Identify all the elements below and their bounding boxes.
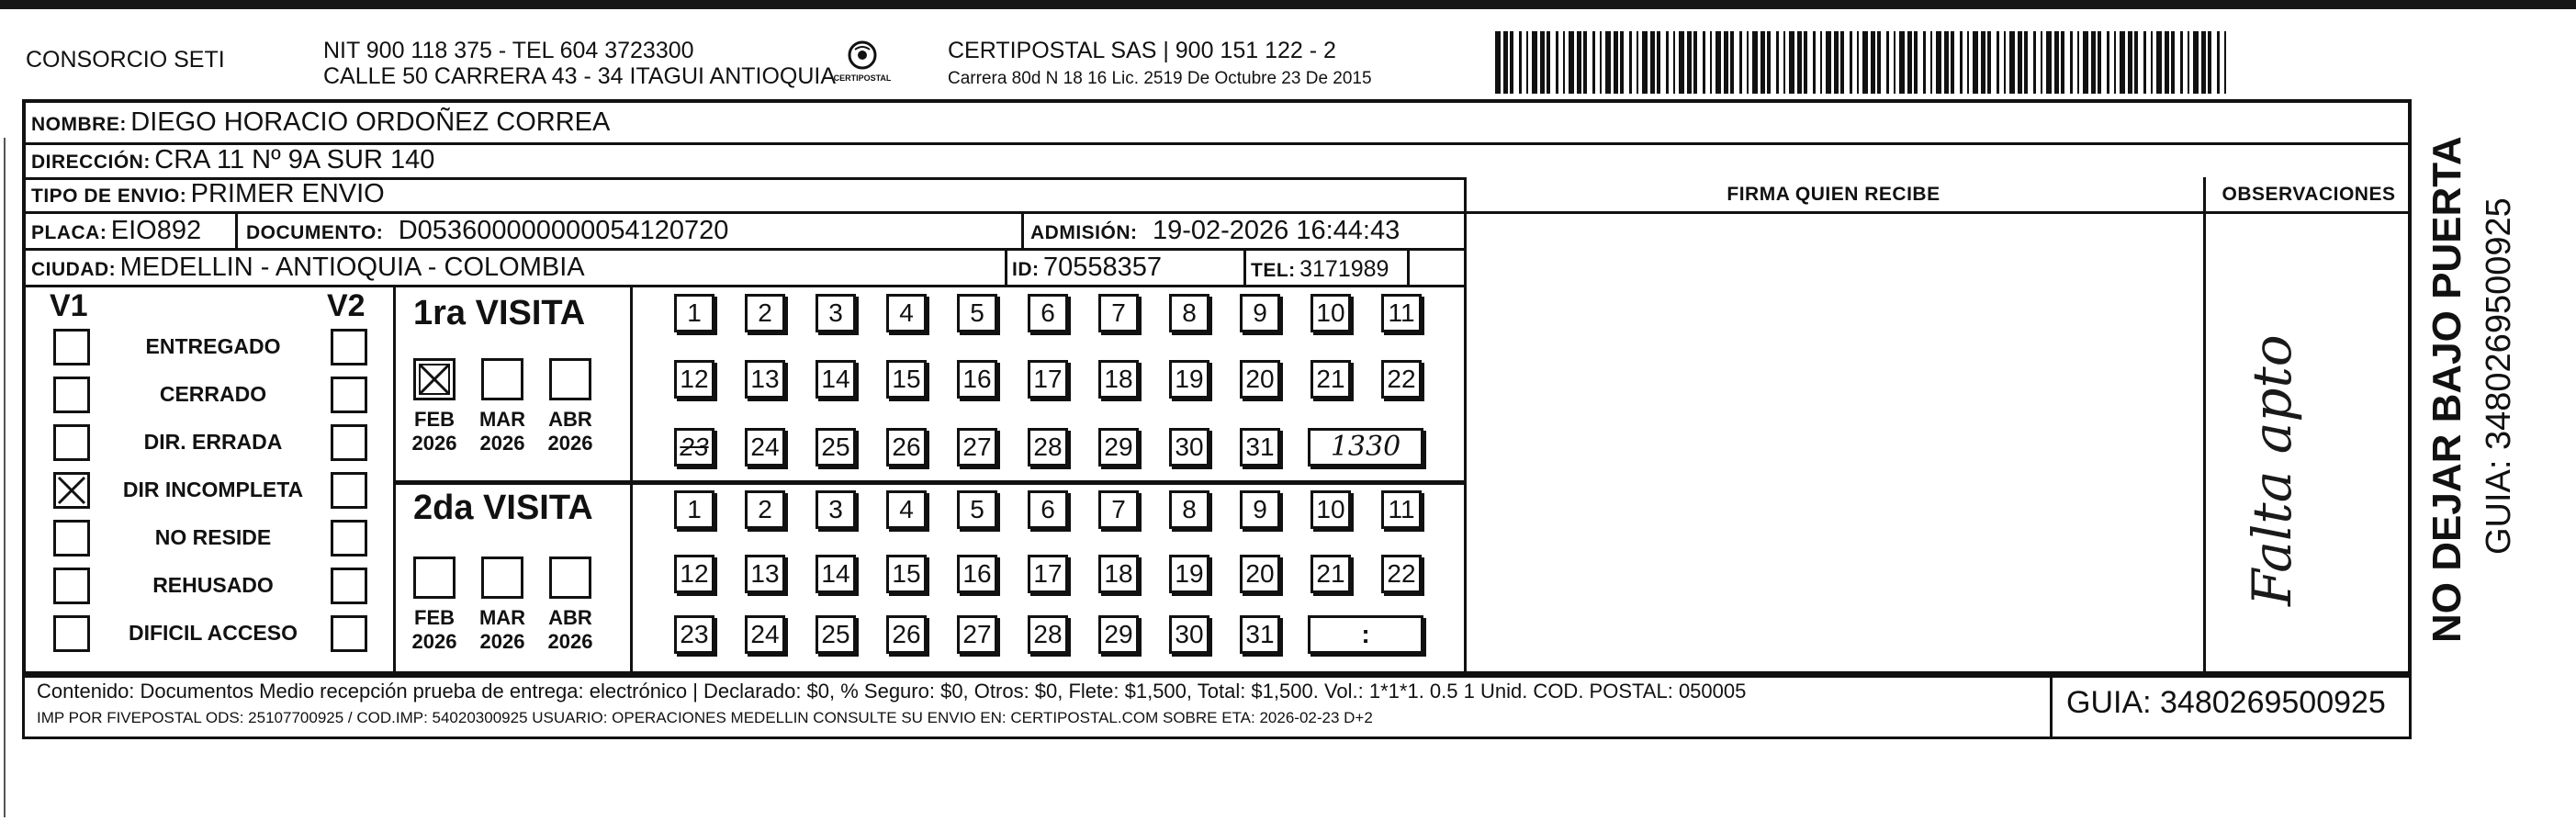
day-box[interactable]: 15 xyxy=(886,555,927,593)
direccion-row xyxy=(31,144,434,175)
day-box[interactable]: 17 xyxy=(1028,360,1068,399)
barcode-bar xyxy=(2024,31,2028,94)
barcode-bar xyxy=(1637,31,1638,94)
barcode-bar xyxy=(2009,31,2015,94)
barcode-bar xyxy=(1724,31,1728,94)
day-box[interactable]: 28 xyxy=(1028,615,1068,654)
guia-divider xyxy=(2050,675,2053,739)
barcode-bar xyxy=(2156,31,2162,94)
month-checkbox[interactable] xyxy=(549,557,591,599)
barcode-bar xyxy=(1547,31,1550,94)
day-box[interactable]: 24 xyxy=(745,615,785,654)
month-checkbox[interactable] xyxy=(413,557,456,599)
barcode-bar xyxy=(1747,31,1749,94)
admision-value: 19-02-2026 16:44:43 xyxy=(1152,216,1400,245)
status-v1-checkbox[interactable] xyxy=(53,520,90,557)
day-box[interactable]: 20 xyxy=(1240,555,1280,593)
day-box[interactable]: 25 xyxy=(816,428,856,467)
barcode-bar xyxy=(1776,31,1779,94)
day-box[interactable]: 29 xyxy=(1098,428,1139,467)
day-box[interactable]: 2 xyxy=(745,294,785,332)
barcode-bar xyxy=(1894,31,1895,94)
day-box[interactable]: 4 xyxy=(886,294,927,332)
documento-value: D053600000000054120720 xyxy=(398,216,729,245)
ciudad-label: CIUDAD: xyxy=(31,259,117,280)
barcode-bar xyxy=(1569,31,1574,94)
month-label: FEB xyxy=(414,606,455,629)
day-box[interactable]: 24 xyxy=(745,428,785,467)
barcode-bar xyxy=(1907,31,1912,94)
barcode-bar xyxy=(1563,31,1565,94)
barcode-bar xyxy=(1703,31,1705,94)
firma-divider xyxy=(1464,177,1467,675)
left-edge xyxy=(4,138,6,817)
day-box[interactable]: 10 xyxy=(1310,294,1351,332)
status-v2-checkbox[interactable] xyxy=(331,615,367,652)
barcode-bar xyxy=(1850,31,1852,94)
cell-divider xyxy=(235,211,238,248)
address-line: CALLE 50 CARRERA 43 - 34 ITAGUI ANTIOQUIA xyxy=(323,63,837,89)
day-box[interactable]: 30 xyxy=(1169,615,1209,654)
day-box[interactable]: 27 xyxy=(957,428,997,467)
status-v1-checkbox[interactable] xyxy=(53,424,90,461)
day-box[interactable]: 6 xyxy=(1028,490,1068,529)
cell-divider xyxy=(1407,248,1410,285)
direccion-value: CRA 11 Nº 9A SUR 140 xyxy=(154,145,435,174)
barcode-bar xyxy=(1642,31,1648,94)
barcode-bar xyxy=(1871,31,1875,94)
certipostal-line: CERTIPOSTAL SAS | 900 151 122 - 2 xyxy=(948,38,1336,63)
barcode-bar xyxy=(2098,31,2101,94)
row-divider xyxy=(22,248,1464,251)
barcode-bar xyxy=(1973,31,1978,94)
barcode-bar xyxy=(1944,31,1949,94)
barcode-bar xyxy=(2128,31,2132,94)
status-v2-checkbox[interactable] xyxy=(331,472,367,509)
placa-value: EIO892 xyxy=(110,216,202,245)
month-checkbox[interactable] xyxy=(413,358,456,400)
barcode-bar xyxy=(1679,31,1684,94)
barcode-bar xyxy=(1495,31,1501,94)
barcode-bar xyxy=(1783,31,1785,94)
status-v2-checkbox[interactable] xyxy=(331,377,367,413)
day-box[interactable]: 2 xyxy=(745,490,785,529)
day-box[interactable]: 26 xyxy=(886,428,927,467)
barcode-bar xyxy=(1715,31,1721,94)
barcode-bar xyxy=(1519,31,1522,94)
barcode-bar xyxy=(1620,31,1624,94)
month-label: ABR xyxy=(548,408,592,431)
day-box[interactable]: 13 xyxy=(745,360,785,399)
day-box[interactable]: 7 xyxy=(1098,294,1139,332)
barcode xyxy=(1495,31,2230,94)
nombre-value: DIEGO HORACIO ORDOÑEZ CORREA xyxy=(130,107,611,137)
day-box[interactable]: 9 xyxy=(1240,490,1280,529)
barcode-bar xyxy=(1532,31,1537,94)
barcode-bar xyxy=(1804,31,1807,94)
status-label: CERRADO xyxy=(159,382,267,406)
cell-divider xyxy=(1243,248,1246,285)
barcode-bar xyxy=(1797,31,1802,94)
barcode-bar xyxy=(1739,31,1742,94)
barcode-bar xyxy=(1526,31,1528,94)
month-year: 2026 xyxy=(547,432,593,455)
barcode-bar xyxy=(2171,31,2175,94)
barcode-bar xyxy=(1760,31,1765,94)
day-box[interactable]: 25 xyxy=(816,615,856,654)
barcode-bar xyxy=(2041,31,2042,94)
tel-value: 3171989 xyxy=(1299,256,1389,282)
day-box[interactable]: 23 xyxy=(674,428,714,467)
status-v1-checkbox[interactable] xyxy=(53,329,90,365)
day-box[interactable]: 29 xyxy=(1098,615,1139,654)
barcode-bar xyxy=(1967,31,1969,94)
month-label: MAR xyxy=(478,606,526,629)
tel-cell xyxy=(1251,253,1389,285)
barcode-bar xyxy=(2070,31,2073,94)
day-box[interactable]: 20 xyxy=(1240,360,1280,399)
barcode-bar xyxy=(1592,31,1595,94)
barcode-bar xyxy=(1951,31,1954,94)
day-box[interactable]: 7 xyxy=(1098,490,1139,529)
barcode-bar xyxy=(1997,31,1999,94)
direccion-label: DIRECCIÓN: xyxy=(31,152,151,173)
barcode-bar xyxy=(1936,31,1941,94)
month-year: 2026 xyxy=(479,432,525,455)
top-edge-shadow xyxy=(0,0,2576,9)
day-box[interactable]: 18 xyxy=(1098,360,1139,399)
company-name: CONSORCIO SETI xyxy=(26,47,225,73)
tipo-row xyxy=(31,178,385,209)
documento-cell xyxy=(246,215,728,246)
month-year: 2026 xyxy=(411,432,457,455)
status-v2-checkbox[interactable] xyxy=(331,568,367,604)
observaciones-header: OBSERVACIONES xyxy=(2222,184,2396,205)
nombre-label: NOMBRE: xyxy=(31,114,127,135)
day-box[interactable]: 21 xyxy=(1310,360,1351,399)
handwritten-observation: Falta apto xyxy=(2241,334,2303,606)
month-label: MAR xyxy=(478,408,526,431)
id-value: 70558357 xyxy=(1042,253,1162,282)
day-box[interactable]: 26 xyxy=(886,615,927,654)
tipo-value: PRIMER ENVIO xyxy=(190,179,385,208)
barcode-bar xyxy=(1510,31,1513,94)
v1-label: V1 xyxy=(50,288,88,323)
nit-line: NIT 900 118 375 - TEL 604 3723300 xyxy=(323,38,694,63)
day-box[interactable]: 6 xyxy=(1028,294,1068,332)
no-dejar-bajo-puerta: NO DEJAR BAJO PUERTA xyxy=(2424,136,2469,643)
cell-divider xyxy=(1005,248,1007,285)
barcode-bar xyxy=(1826,31,1831,94)
barcode-bar xyxy=(2061,31,2064,94)
status-label: REHUSADO xyxy=(152,573,274,597)
barcode-bar xyxy=(1886,31,1889,94)
guia-vertical: GUIA: 3480269500925 xyxy=(2480,197,2518,555)
barcode-bar xyxy=(2033,31,2036,94)
barcode-bar xyxy=(2143,31,2146,94)
documento-label: DOCUMENTO: xyxy=(246,222,384,243)
status-label: ENTREGADO xyxy=(145,334,281,358)
barcode-bar xyxy=(2018,31,2022,94)
tel-label: TEL: xyxy=(1251,260,1296,281)
barcode-bar xyxy=(1710,31,1712,94)
barcode-bar xyxy=(1914,31,1918,94)
barcode-bar xyxy=(2134,31,2138,94)
barcode-bar xyxy=(2201,31,2206,94)
barcode-bar xyxy=(1693,31,1697,94)
placa-cell xyxy=(31,215,201,246)
status-v1-checkbox[interactable] xyxy=(53,377,90,413)
row-divider xyxy=(22,211,2412,214)
barcode-bar xyxy=(1540,31,1545,94)
admision-label: ADMISIÓN: xyxy=(1030,222,1138,243)
barcode-bar xyxy=(1657,31,1660,94)
ciudad-cell xyxy=(31,252,585,283)
month-year: 2026 xyxy=(479,630,525,653)
barcode-bar xyxy=(2224,31,2226,94)
barcode-bar xyxy=(2208,31,2211,94)
day-box[interactable]: 5 xyxy=(957,490,997,529)
barcode-bar xyxy=(1862,31,1868,94)
id-cell xyxy=(1012,252,1162,283)
day-box[interactable]: 14 xyxy=(816,360,856,399)
day-box[interactable]: 11 xyxy=(1381,490,1422,529)
day-box[interactable]: 22 xyxy=(1381,555,1422,593)
day-box[interactable]: 8 xyxy=(1169,490,1209,529)
day-box[interactable]: 3 xyxy=(816,294,856,332)
day-box[interactable]: 4 xyxy=(886,490,927,529)
day-box[interactable]: 12 xyxy=(674,555,714,593)
barcode-bar xyxy=(1687,31,1692,94)
day-box[interactable]: 28 xyxy=(1028,428,1068,467)
barcode-bar xyxy=(1666,31,1669,94)
first-visit-title: 1ra VISITA xyxy=(413,294,586,332)
day-box[interactable]: 21 xyxy=(1310,555,1351,593)
barcode-bar xyxy=(1960,31,1963,94)
barcode-bar xyxy=(2054,31,2059,94)
barcode-bar xyxy=(1923,31,1926,94)
nombre-row xyxy=(31,107,610,138)
observaciones-divider xyxy=(2203,177,2206,675)
barcode-bar xyxy=(1899,31,1905,94)
contenido-line: Contenido: Documentos Medio recepción prueba de entrega: electrónico | Declarado: $0, % Seguro: $0, Otros: $0, Flete: $1,500, Total: $1,500. Vol.: 1*1*1. 0.5 1 Unid. COD. POSTAL: 050005 xyxy=(37,680,1747,703)
barcode-bar xyxy=(1650,31,1655,94)
day-box[interactable]: 8 xyxy=(1169,294,1209,332)
barcode-bar xyxy=(2188,31,2189,94)
day-box[interactable]: 19 xyxy=(1169,360,1209,399)
day-box[interactable]: 5 xyxy=(957,294,997,332)
barcode-bar xyxy=(1629,31,1632,94)
barcode-bar xyxy=(1752,31,1758,94)
day-box[interactable]: 22 xyxy=(1381,360,1422,399)
day-box[interactable]: 31 xyxy=(1240,615,1280,654)
barcode-bar xyxy=(2091,31,2096,94)
tipo-label: TIPO DE ENVIO: xyxy=(31,186,187,207)
status-label: NO RESIDE xyxy=(154,525,272,549)
day-box[interactable]: 9 xyxy=(1240,294,1280,332)
barcode-bar xyxy=(2120,31,2125,94)
barcode-bar xyxy=(2077,31,2079,94)
license-line: Carrera 80d N 18 16 Lic. 2519 De Octubre 23 De 2015 xyxy=(948,69,1372,88)
status-label: DIR INCOMPLETA xyxy=(122,478,304,501)
month-checkbox[interactable] xyxy=(481,358,523,400)
barcode-bar xyxy=(2165,31,2169,94)
day-box[interactable]: 27 xyxy=(957,615,997,654)
barcode-bar xyxy=(2083,31,2088,94)
first-visit-time: 1330 xyxy=(1308,428,1423,467)
certipostal-logo xyxy=(830,37,894,92)
day-box[interactable]: 1 xyxy=(674,294,714,332)
status-v1-checkbox[interactable] xyxy=(53,615,90,652)
barcode-bar xyxy=(1981,31,1985,94)
day-box[interactable]: 15 xyxy=(886,360,927,399)
barcode-bar xyxy=(1877,31,1881,94)
barcode-bar xyxy=(2217,31,2220,94)
barcode-bar xyxy=(2004,31,2006,94)
barcode-bar xyxy=(1789,31,1794,94)
day-box[interactable]: 19 xyxy=(1169,555,1209,593)
day-box[interactable]: 16 xyxy=(957,360,997,399)
status-v2-checkbox[interactable] xyxy=(331,520,367,557)
status-label: DIR. ERRADA xyxy=(143,430,283,454)
month-year: 2026 xyxy=(547,630,593,653)
barcode-bar xyxy=(1556,31,1558,94)
barcode-bar xyxy=(1614,31,1618,94)
day-box[interactable]: 10 xyxy=(1310,490,1351,529)
day-box[interactable]: 16 xyxy=(957,555,997,593)
barcode-bar xyxy=(1583,31,1587,94)
status-v1-checkbox[interactable] xyxy=(53,472,90,509)
visit-month-divider xyxy=(630,285,633,675)
admision-cell xyxy=(1030,215,1400,246)
barcode-bar xyxy=(1503,31,1508,94)
month-checkbox[interactable] xyxy=(481,557,523,599)
status-v1-checkbox[interactable] xyxy=(53,568,90,604)
check-x-icon xyxy=(56,475,87,506)
barcode-bar xyxy=(1834,31,1839,94)
placa-label: PLACA: xyxy=(31,222,107,243)
logo-text: CERTIPOSTAL xyxy=(833,73,892,83)
row-divider xyxy=(22,285,1464,287)
day-box[interactable]: 13 xyxy=(745,555,785,593)
month-label: FEB xyxy=(414,408,455,431)
barcode-bar xyxy=(1577,31,1581,94)
day-box[interactable]: 11 xyxy=(1381,294,1422,332)
day-box[interactable]: 3 xyxy=(816,490,856,529)
visit-divider xyxy=(393,480,1464,485)
barcode-bar xyxy=(2151,31,2153,94)
barcode-bar xyxy=(1600,31,1602,94)
cell-divider xyxy=(1021,211,1024,248)
day-box[interactable]: 1 xyxy=(674,490,714,529)
barcode-bar xyxy=(1820,31,1822,94)
day-box[interactable]: 30 xyxy=(1169,428,1209,467)
barcode-bar xyxy=(1767,31,1771,94)
check-x-icon xyxy=(416,361,453,398)
month-year: 2026 xyxy=(411,630,457,653)
barcode-bar xyxy=(2193,31,2199,94)
firma-header: FIRMA QUIEN RECIBE xyxy=(1727,184,1940,205)
barcode-bar xyxy=(1930,31,1932,94)
barcode-bar xyxy=(1730,31,1734,94)
barcode-bar xyxy=(1987,31,1991,94)
day-box[interactable]: 12 xyxy=(674,360,714,399)
month-checkbox[interactable] xyxy=(549,358,591,400)
id-label: ID: xyxy=(1012,259,1040,280)
imp-line: IMP POR FIVEPOSTAL ODS: 25107700925 / COD.IMP: 54020300925 USUARIO: OPERACIONES MEDELLIN CONSULTE SU ENVIO EN: CERTIPOSTAL.COM SOBRE ETA: 2026-02-23 D+2 xyxy=(37,709,1373,726)
barcode-bar xyxy=(1857,31,1859,94)
day-box[interactable]: 31 xyxy=(1240,428,1280,467)
barcode-bar xyxy=(2046,31,2052,94)
day-box[interactable]: 14 xyxy=(816,555,856,593)
status-label: DIFICIL ACCESO xyxy=(128,621,298,645)
month-label: ABR xyxy=(548,606,592,629)
barcode-bar xyxy=(2180,31,2183,94)
second-visit-title: 2da VISITA xyxy=(413,489,593,527)
barcode-bar xyxy=(1813,31,1816,94)
day-box[interactable]: 18 xyxy=(1098,555,1139,593)
barcode-bar xyxy=(1840,31,1844,94)
day-box[interactable]: 17 xyxy=(1028,555,1068,593)
ciudad-value: MEDELLIN - ANTIOQUIA - COLOMBIA xyxy=(119,253,585,282)
day-box[interactable]: 23 xyxy=(674,615,714,654)
second-visit-time: : xyxy=(1308,615,1423,654)
guia-footer: GUIA: 3480269500925 xyxy=(2066,685,2386,720)
barcode-bar xyxy=(1673,31,1675,94)
barcode-bar xyxy=(2114,31,2116,94)
v2-label: V2 xyxy=(327,288,366,323)
barcode-bar xyxy=(2107,31,2109,94)
status-v2-checkbox[interactable] xyxy=(331,329,367,365)
status-v2-checkbox[interactable] xyxy=(331,424,367,461)
barcode-bar xyxy=(1605,31,1611,94)
